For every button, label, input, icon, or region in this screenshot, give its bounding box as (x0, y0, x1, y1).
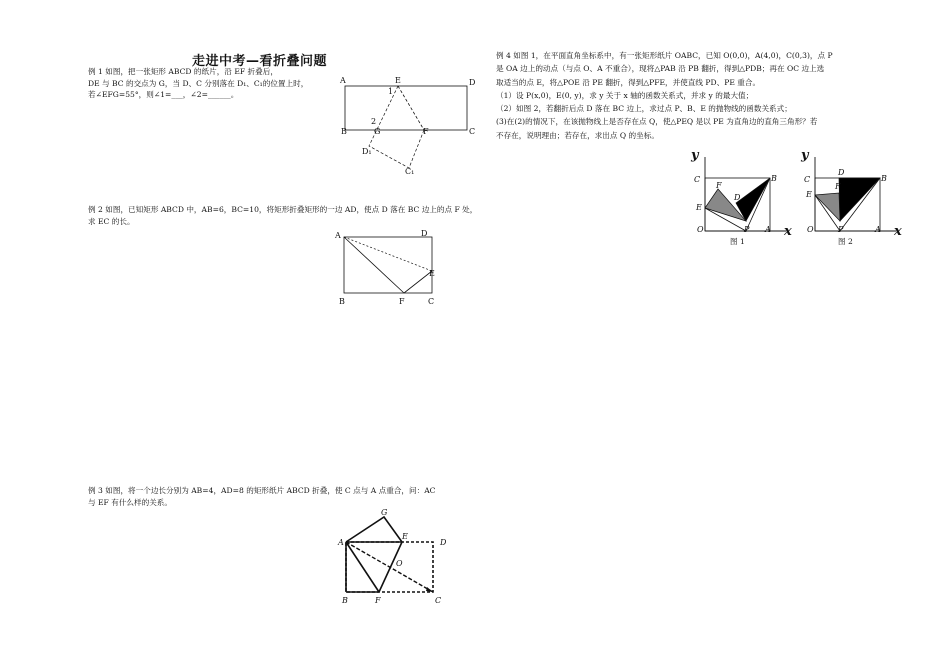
ex2-line: 求 EC 的长。 (88, 216, 135, 226)
fig2-label-d: D (838, 168, 845, 177)
fig1-label-e: E (696, 203, 702, 212)
fig2-axis-y: y (801, 148, 809, 163)
ex2-rectangle (344, 237, 432, 293)
ex3-line: 例 3 如图，将一个边长分别为 AB=4，AD=8 的矩形纸片 ABCD 折叠，使 C 点与 A 点重合，问：AC (88, 486, 436, 495)
ex4-line: 例 4 如图 1，在平面直角坐标系中，有一张矩形纸片 OABC，已知 O(0,0)，A(4,0)，C(0,3)，点 P (496, 51, 833, 60)
fig1-label-b: B (771, 174, 777, 183)
ex1-line: 若∠EFG=55°，则∠1=___，∠2=______。 (88, 90, 239, 99)
ex2-label-c: C (428, 297, 435, 306)
fig2-label-b: B (881, 174, 887, 183)
ex1-label-c: C (469, 127, 476, 136)
fig1-label-d: D (734, 193, 741, 202)
ex4-line: 是 OA 边上的动点（与点 O、A 不重合），现将△PAB 沿 PB 翻折，得到△PDB；再在 OC 边上选 (496, 64, 825, 74)
ex1-line: 例 1 如图，把一张矩形 ABCD 的纸片，沿 EF 折叠后， (88, 67, 278, 76)
ex1-label-1: 1 (388, 87, 394, 96)
ex1-label-e: E (395, 76, 401, 85)
fig2-label-f: F (835, 182, 841, 191)
fig1-caption: 图 1 (730, 237, 745, 246)
fig1-label-o: O (697, 225, 704, 234)
ex2-text (88, 204, 477, 227)
ex3-figure (336, 505, 466, 605)
ex4-figure-1 (688, 145, 811, 246)
ex3-label-c: C (435, 596, 442, 605)
ex1-fold-ef (398, 86, 424, 130)
fig2-label-c: C (804, 175, 811, 184)
fig1-label-f: F (716, 181, 722, 190)
ex4-question: 不存在，说明理由；若存在，求出点 Q 的坐标。 (496, 130, 659, 140)
ex3-label-g: G (381, 508, 388, 517)
ex3-line-af (346, 542, 379, 592)
ex3-label-b: B (342, 596, 348, 605)
fig2-triangle-pdb (839, 178, 880, 221)
ex1-text (88, 66, 308, 101)
fig1-label-c: C (694, 175, 701, 184)
fig2-label-o: O (807, 225, 814, 234)
fig1-axis-y: y (691, 148, 699, 163)
fig2-axis-x: x (894, 224, 902, 239)
fig1-label-p: P (744, 225, 750, 234)
fig2-label-e: E (806, 190, 812, 199)
ex3-line: 与 EF 有什么样的关系。 (88, 497, 172, 507)
ex3-label-o: O (396, 559, 403, 568)
fig2-label-p: P (838, 225, 844, 234)
ex2-label-d: D (421, 229, 428, 238)
ex1-rectangle (345, 86, 467, 130)
fig1-label-a: A (765, 225, 771, 234)
ex2-line-fe (404, 271, 432, 293)
ex1-label-d1: D₁ (362, 147, 372, 156)
page-title: 走进中考—看折叠问题 (192, 54, 328, 69)
ex3-label-f: F (375, 596, 381, 605)
ex2-line: 例 2 如图，已知矩形 ABCD 中，AB=6，BC=10，将矩形折叠矩形的一边 AD，使点 D 落在 BC 边上的点 F 处， (88, 205, 478, 214)
fig2-caption: 图 2 (838, 237, 853, 246)
ex2-label-b: B (339, 297, 345, 306)
fig2-triangle-pfe (815, 193, 840, 221)
ex2-label-f: F (399, 297, 405, 306)
ex4-question: (3)在(2)的情况下，在该抛物线上是否存在点 Q，使△PEQ 是以 PE 为直角边的直角三角形？若 (496, 117, 818, 127)
ex1-figure (336, 72, 486, 182)
ex1-label-b: B (341, 127, 347, 136)
ex1-label-a: A (340, 76, 346, 85)
ex4-text (496, 49, 833, 142)
ex1-label-2: 2 (371, 117, 377, 126)
ex4-line: 取适当的点 E，将△POE 沿 PE 翻折，得到△PFE，并使直线 PD、PE 重合。 (496, 77, 761, 87)
ex3-label-a: A (338, 538, 344, 547)
fig1-axis-x: x (784, 224, 792, 239)
ex2-figure (335, 228, 445, 308)
ex1-line: DE 与 BC 的交点为 G，当 D、C 分别落在 D₁、C₁的位置上时， (88, 78, 309, 88)
ex3-label-d: D (440, 538, 447, 547)
fig2-label-a: A (875, 225, 881, 234)
ex4-figure-2 (798, 145, 918, 245)
ex2-fold-ae (344, 237, 432, 271)
ex4-question: （2）如图 2，若翻折后点 D 落在 BC 边上，求过点 P、B、E 的抛物线的函数关系式； (496, 104, 792, 114)
ex1-label-c1: C₁ (405, 167, 415, 176)
ex1-label-d: D (469, 78, 476, 87)
ex2-label-a: A (335, 231, 341, 240)
ex3-label-e: E (402, 532, 408, 541)
ex1-label-g: G (374, 127, 381, 136)
ex3-folded-part (346, 517, 402, 542)
ex2-label-e: E (429, 269, 435, 278)
ex2-line-af (344, 237, 404, 293)
ex1-label-f: F (423, 127, 429, 136)
fig1-triangle-pdb (736, 178, 770, 221)
ex3-diagonal-ac (346, 542, 433, 592)
ex4-question: （1）设 P(x,0)，E(0, y)，求 y 关于 x 轴的函数关系式，并求 y 的最大值； (496, 90, 754, 100)
